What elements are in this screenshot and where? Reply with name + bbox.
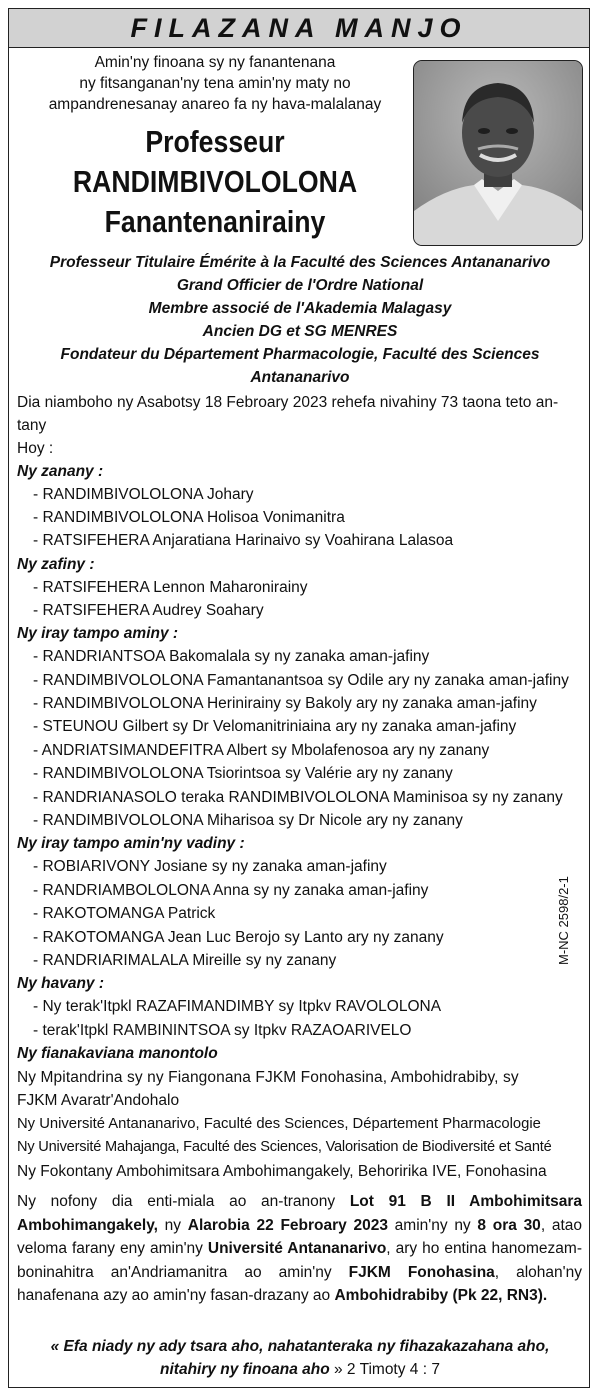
funeral-date: Alarobia 22 Febroary 2023	[187, 1216, 388, 1234]
name-surname: RANDIMBIVOLOLONA	[72, 164, 358, 199]
list-item: - ROBIARIVONY Josiane sy ny zanaka aman-jafiny	[33, 858, 387, 875]
list-item: - RATSIFEHERA Audrey Soahary	[33, 602, 264, 619]
list-item: - RAKOTOMANGA Jean Luc Berojo sy Lanto ary ny zanany	[33, 929, 444, 946]
quote-reference: » 2 Timoty 4 : 7	[329, 1361, 440, 1378]
portrait-photo	[413, 60, 583, 246]
funeral-burial-place: Ambohidrabiby (Pk 22, RN3).	[334, 1287, 548, 1304]
intro-line: ampandrenesanay anareo fa ny hava-malalanay	[48, 96, 382, 113]
funeral-text: , alohan'ny hanafenana azy ao amin'ny fasan-drazany ao	[17, 1263, 582, 1304]
portrait-illustration	[414, 61, 582, 245]
name-firstname: Fanantenanirainy	[104, 204, 326, 239]
fianakaviana-line: Ny Université Antananarivo, Faculté des Sciences, Département Pharmacologie	[17, 1116, 541, 1132]
section-title: Ny fianakaviana manontolo	[17, 1045, 218, 1062]
list-item: - RAKOTOMANGA Patrick	[33, 905, 216, 922]
section-title: Ny iray tampo amin'ny vadiny :	[17, 835, 245, 852]
list-item: - RATSIFEHERA Anjaratiana Harinaivo sy Voahirana Lalasoa	[33, 532, 454, 549]
funeral-venue: Université Antananarivo	[207, 1240, 387, 1257]
section-title: Ny havany :	[17, 975, 105, 992]
list-item: - RATSIFEHERA Lennon Maharonirainy	[33, 579, 308, 596]
list-item: - RANDIMBIVOLOLONA Holisoa Vonimanitra	[33, 509, 345, 526]
list-item: - RANDRIARIMALALA Mireille sy ny zanany	[33, 952, 337, 969]
funeral-text: amin'ny ny	[387, 1216, 478, 1234]
list-item: - RANDIMBIVOLOLONA Tsiorintsoa sy Valérie ary ny zanany	[33, 765, 453, 782]
title-line: Antananarivo	[250, 369, 350, 386]
list-item: - STEUNOU Gilbert sy Dr Velomanitriniaina ary ny zanaka aman-jafiny	[33, 718, 517, 735]
title-line: Professeur Titulaire Émérite à la Faculté des Sciences Antananarivo	[49, 254, 551, 271]
intro-line: ny fitsanganan'ny tena amin'ny maty no	[79, 75, 351, 92]
quote-line-2	[14, 1358, 586, 1381]
list-item: - RANDRIAMBOLOLONA Anna sy ny zanaka aman-jafiny	[33, 882, 429, 899]
death-notice-line: tany	[17, 417, 47, 434]
banner-title: FILAZANA MANJO	[9, 9, 589, 48]
death-notice-line: Dia niamboho ny Asabotsy 18 Febroary 2023 rehefa nivahiny 73 taona teto an-	[17, 394, 559, 411]
funeral-text: Ny nofony dia enti-miala ao an-tranony	[17, 1193, 350, 1210]
title-line: Fondateur du Département Pharmacologie, Faculté des Sciences	[60, 346, 540, 363]
list-item: - RANDIMBIVOLOLONA Herinirainy sy Bakoly ary ny zanaka aman-jafiny	[33, 695, 537, 712]
funeral-address: Lot 91 B II Ambohimitsara Ambohimangakely,	[17, 1193, 582, 1234]
list-item: - terak'Itpkl RAMBININTSOA sy Itpkv RAZAOARIVELO	[33, 1022, 412, 1039]
list-item: - ANDRIATSIMANDEFITRA Albert sy Mbolafenosoa ary ny zanany	[33, 742, 490, 759]
bible-quote	[14, 1335, 586, 1381]
quote-line: « Efa niady ny ady tsara aho, nahatanteraka ny fihazakazahana aho,	[50, 1338, 550, 1355]
list-item: - RANDIMBIVOLOLONA Johary	[33, 486, 254, 503]
title-line: Ancien DG et SG MENRES	[202, 323, 398, 340]
funeral-church: FJKM Fonohasina	[348, 1263, 495, 1281]
title-line: Membre associé de l'Akademia Malagasy	[148, 300, 452, 317]
hoy-label: Hoy :	[17, 440, 54, 457]
funeral-paragraph	[17, 1190, 582, 1308]
funeral-text: , ary ho entina hanomezam-boninahitra an'Andriamanitra ao amin'ny	[17, 1240, 582, 1281]
list-item: - RANDRIANASOLO teraka RANDIMBIVOLOLONA Maminisoa sy ny zanany	[33, 789, 563, 806]
fianakaviana-line: Ny Université Mahajanga, Faculté des Sciences, Valorisation de Biodiversité et Santé	[17, 1139, 552, 1155]
list-item: - Ny terak'Itpkl RAZAFIMANDIMBY sy Itpkv RAVOLOLONA	[33, 998, 442, 1015]
fianakaviana-line: Ny Fokontany Ambohimitsara Ambohimangakely, Behoririka IVE, Fonohasina	[17, 1163, 547, 1180]
section-title: Ny iray tampo aminy :	[17, 625, 179, 642]
funeral-text: , atao veloma farany eny amin'ny	[17, 1216, 582, 1257]
list-item: - RANDRIANTSOA Bakomalala sy ny zanaka aman-jafiny	[33, 648, 430, 665]
section-title: Ny zafiny :	[17, 556, 95, 573]
section-title: Ny zanany :	[17, 463, 104, 480]
list-item: - RANDIMBIVOLOLONA Famantanantsoa sy Odile ary ny zanaka aman-jafiny	[33, 672, 569, 689]
side-reference: M-NC 2598/2-1	[556, 876, 571, 965]
intro-line: Amin'ny finoana sy ny fanantenana	[94, 54, 336, 71]
funeral-text: ny	[157, 1216, 188, 1234]
funeral-time: 8 ora 30	[477, 1216, 541, 1234]
fianakaviana-line: Ny Mpitandrina sy ny Fiangonana FJKM Fonohasina, Ambohidrabiby, sy	[17, 1069, 519, 1086]
quote-line: nitahiry ny finoana aho	[160, 1361, 330, 1378]
list-item: - RANDIMBIVOLOLONA Miharisoa sy Dr Nicole ary ny zanany	[33, 812, 463, 829]
title-line: Grand Officier de l'Ordre National	[176, 277, 424, 294]
fianakaviana-line: FJKM Avaratr'Andohalo	[17, 1092, 180, 1109]
name-title: Professeur	[145, 124, 285, 159]
